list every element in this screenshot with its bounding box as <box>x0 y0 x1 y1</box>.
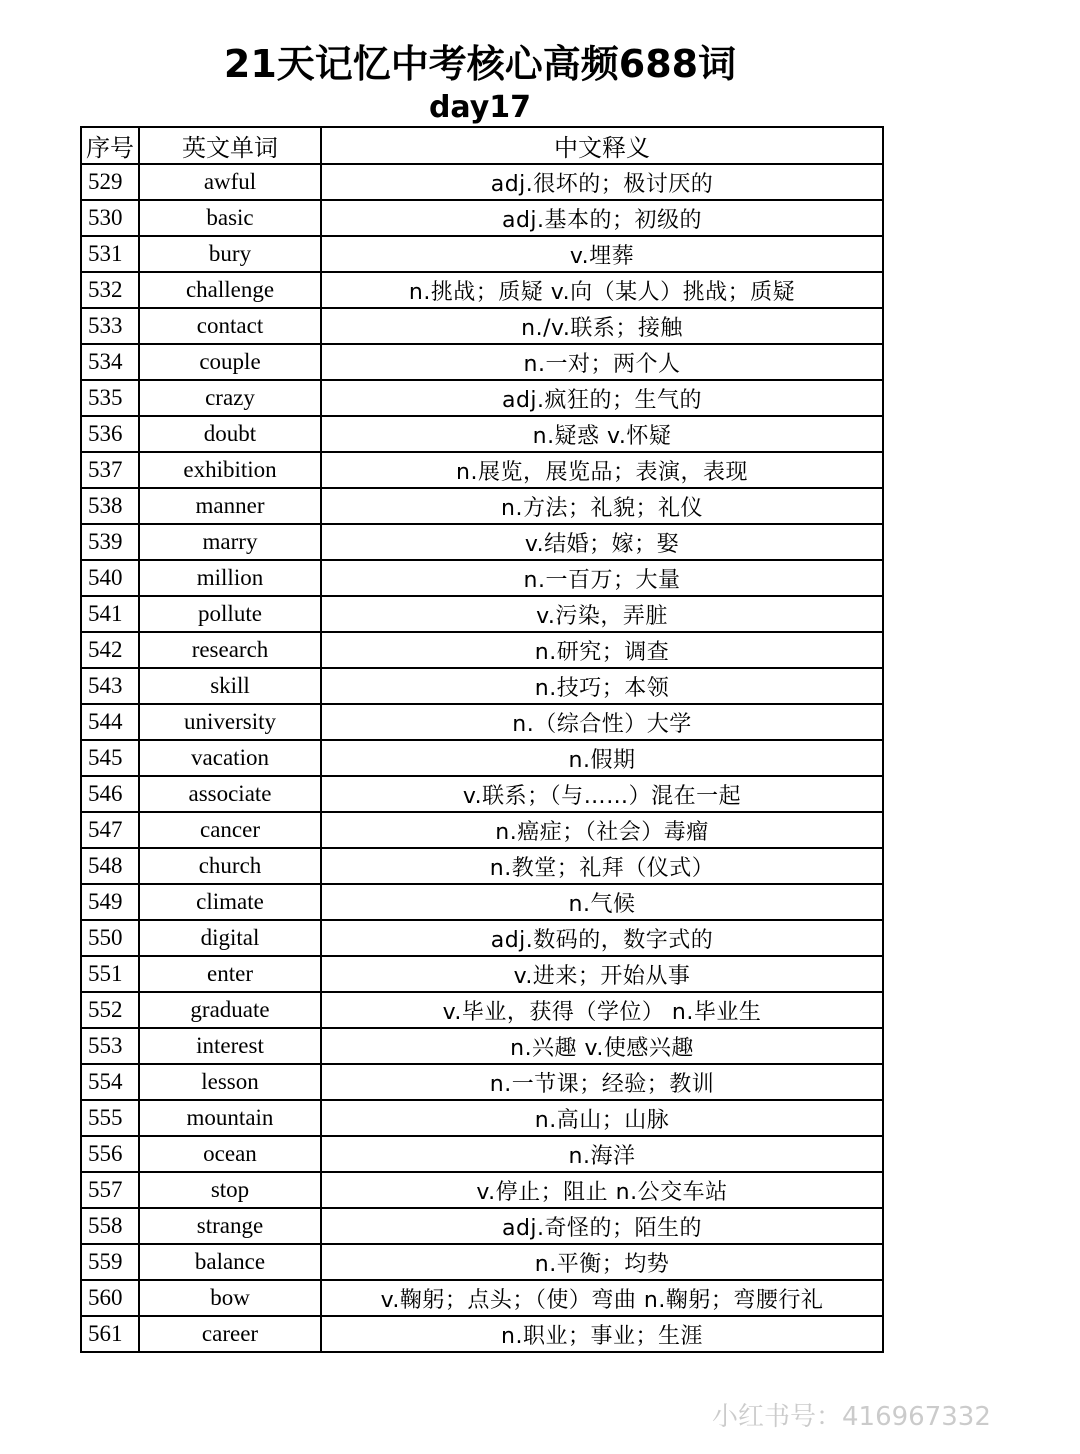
cell-chinese-meaning: n.展览，展览品；表演，表现 <box>321 452 883 488</box>
cell-english-word: challenge <box>139 272 321 308</box>
table-body <box>81 164 883 1352</box>
table-row <box>81 200 883 236</box>
cell-number: 537 <box>81 452 139 488</box>
cell-chinese-meaning: v.埋葬 <box>321 236 883 272</box>
cell-number: 532 <box>81 272 139 308</box>
table-row <box>81 452 883 488</box>
table-row <box>81 344 883 380</box>
cell-number: 533 <box>81 308 139 344</box>
cell-english-word: contact <box>139 308 321 344</box>
cell-number: 560 <box>81 1280 139 1316</box>
cell-chinese-meaning: n.研究；调查 <box>321 632 883 668</box>
page-subtitle: day17 <box>428 90 532 125</box>
cell-chinese-meaning: v.联系；（与……）混在一起 <box>321 776 883 812</box>
table-row <box>81 236 883 272</box>
watermark: 小红书号：416967332 <box>712 1402 991 1432</box>
cell-chinese-meaning: n.技巧；本领 <box>321 668 883 704</box>
cell-chinese-meaning: adj.很坏的；极讨厌的 <box>321 164 883 200</box>
cell-english-word: research <box>139 632 321 668</box>
cell-chinese-meaning: v.鞠躬；点头；（使）弯曲 n.鞠躬；弯腰行礼 <box>321 1280 883 1316</box>
cell-chinese-meaning: n./v.联系；接触 <box>321 308 883 344</box>
table-row <box>81 560 883 596</box>
table-row <box>81 1136 883 1172</box>
cell-number: 545 <box>81 740 139 776</box>
cell-english-word: skill <box>139 668 321 704</box>
column-header-number: 序号 <box>81 127 139 164</box>
table-row <box>81 884 883 920</box>
cell-number: 547 <box>81 812 139 848</box>
cell-english-word: crazy <box>139 380 321 416</box>
cell-english-word: lesson <box>139 1064 321 1100</box>
table-row <box>81 848 883 884</box>
cell-number: 542 <box>81 632 139 668</box>
cell-chinese-meaning: v.毕业，获得（学位） n.毕业生 <box>321 992 883 1028</box>
cell-number: 553 <box>81 1028 139 1064</box>
table-row <box>81 1100 883 1136</box>
cell-number: 529 <box>81 164 139 200</box>
cell-english-word: career <box>139 1316 321 1352</box>
cell-chinese-meaning: n.挑战；质疑 v.向（某人）挑战；质疑 <box>321 272 883 308</box>
cell-chinese-meaning: n.（综合性）大学 <box>321 704 883 740</box>
vocab-table <box>80 126 884 1353</box>
cell-chinese-meaning: v.停止；阻止 n.公交车站 <box>321 1172 883 1208</box>
cell-english-word: bury <box>139 236 321 272</box>
table-row <box>81 956 883 992</box>
cell-number: 534 <box>81 344 139 380</box>
cell-english-word: doubt <box>139 416 321 452</box>
table-row <box>81 1064 883 1100</box>
table-header-row <box>81 127 883 164</box>
cell-chinese-meaning: n.方法；礼貌；礼仪 <box>321 488 883 524</box>
table-row <box>81 668 883 704</box>
cell-english-word: mountain <box>139 1100 321 1136</box>
table-row <box>81 740 883 776</box>
cell-chinese-meaning: n.兴趣 v.使感兴趣 <box>321 1028 883 1064</box>
table-row <box>81 488 883 524</box>
cell-chinese-meaning: adj.疯狂的；生气的 <box>321 380 883 416</box>
cell-number: 554 <box>81 1064 139 1100</box>
cell-english-word: couple <box>139 344 321 380</box>
cell-number: 548 <box>81 848 139 884</box>
table-row <box>81 812 883 848</box>
cell-english-word: basic <box>139 200 321 236</box>
table-row <box>81 776 883 812</box>
cell-english-word: marry <box>139 524 321 560</box>
cell-english-word: ocean <box>139 1136 321 1172</box>
table-row <box>81 416 883 452</box>
cell-number: 544 <box>81 704 139 740</box>
cell-chinese-meaning: n.癌症；（社会）毒瘤 <box>321 812 883 848</box>
cell-english-word: enter <box>139 956 321 992</box>
cell-chinese-meaning: n.高山；山脉 <box>321 1100 883 1136</box>
cell-chinese-meaning: v.污染，弄脏 <box>321 596 883 632</box>
cell-number: 552 <box>81 992 139 1028</box>
table-row <box>81 380 883 416</box>
cell-number: 539 <box>81 524 139 560</box>
table-row <box>81 1028 883 1064</box>
table-row <box>81 272 883 308</box>
table-row <box>81 920 883 956</box>
cell-english-word: digital <box>139 920 321 956</box>
cell-chinese-meaning: n.假期 <box>321 740 883 776</box>
cell-english-word: graduate <box>139 992 321 1028</box>
cell-chinese-meaning: n.海洋 <box>321 1136 883 1172</box>
cell-number: 535 <box>81 380 139 416</box>
cell-english-word: climate <box>139 884 321 920</box>
cell-english-word: exhibition <box>139 452 321 488</box>
cell-english-word: strange <box>139 1208 321 1244</box>
cell-english-word: interest <box>139 1028 321 1064</box>
cell-number: 543 <box>81 668 139 704</box>
cell-english-word: million <box>139 560 321 596</box>
cell-english-word: pollute <box>139 596 321 632</box>
cell-number: 536 <box>81 416 139 452</box>
table-row <box>81 1208 883 1244</box>
cell-number: 538 <box>81 488 139 524</box>
cell-number: 550 <box>81 920 139 956</box>
cell-chinese-meaning: n.疑惑 v.怀疑 <box>321 416 883 452</box>
cell-chinese-meaning: v.进来；开始从事 <box>321 956 883 992</box>
cell-chinese-meaning: n.一节课；经验；教训 <box>321 1064 883 1100</box>
cell-chinese-meaning: adj.奇怪的；陌生的 <box>321 1208 883 1244</box>
table-row <box>81 1280 883 1316</box>
table-row <box>81 596 883 632</box>
cell-chinese-meaning: n.气候 <box>321 884 883 920</box>
cell-number: 561 <box>81 1316 139 1352</box>
column-header-meaning: 中文释义 <box>321 127 883 164</box>
page-title: 21天记忆中考核心高频688词 <box>223 42 737 86</box>
table-row <box>81 524 883 560</box>
table-row <box>81 704 883 740</box>
cell-number: 557 <box>81 1172 139 1208</box>
cell-number: 531 <box>81 236 139 272</box>
cell-chinese-meaning: n.一对；两个人 <box>321 344 883 380</box>
cell-chinese-meaning: adj.数码的，数字式的 <box>321 920 883 956</box>
table-row <box>81 992 883 1028</box>
table-row <box>81 632 883 668</box>
cell-english-word: bow <box>139 1280 321 1316</box>
cell-english-word: church <box>139 848 321 884</box>
cell-english-word: university <box>139 704 321 740</box>
cell-english-word: vacation <box>139 740 321 776</box>
cell-english-word: cancer <box>139 812 321 848</box>
cell-chinese-meaning: n.平衡；均势 <box>321 1244 883 1280</box>
cell-number: 551 <box>81 956 139 992</box>
table-row <box>81 164 883 200</box>
cell-chinese-meaning: n.职业；事业；生涯 <box>321 1316 883 1352</box>
column-header-word: 英文单词 <box>139 127 321 164</box>
cell-chinese-meaning: v.结婚；嫁；娶 <box>321 524 883 560</box>
cell-english-word: associate <box>139 776 321 812</box>
cell-chinese-meaning: adj.基本的；初级的 <box>321 200 883 236</box>
cell-number: 546 <box>81 776 139 812</box>
cell-number: 530 <box>81 200 139 236</box>
cell-chinese-meaning: n.教堂；礼拜（仪式） <box>321 848 883 884</box>
table-row <box>81 1244 883 1280</box>
cell-english-word: stop <box>139 1172 321 1208</box>
cell-chinese-meaning: n.一百万；大量 <box>321 560 883 596</box>
cell-english-word: awful <box>139 164 321 200</box>
cell-number: 559 <box>81 1244 139 1280</box>
cell-number: 540 <box>81 560 139 596</box>
table-row <box>81 308 883 344</box>
cell-number: 549 <box>81 884 139 920</box>
cell-number: 541 <box>81 596 139 632</box>
table-row <box>81 1316 883 1352</box>
cell-number: 558 <box>81 1208 139 1244</box>
cell-number: 556 <box>81 1136 139 1172</box>
cell-english-word: balance <box>139 1244 321 1280</box>
table-row <box>81 1172 883 1208</box>
cell-number: 555 <box>81 1100 139 1136</box>
cell-english-word: manner <box>139 488 321 524</box>
